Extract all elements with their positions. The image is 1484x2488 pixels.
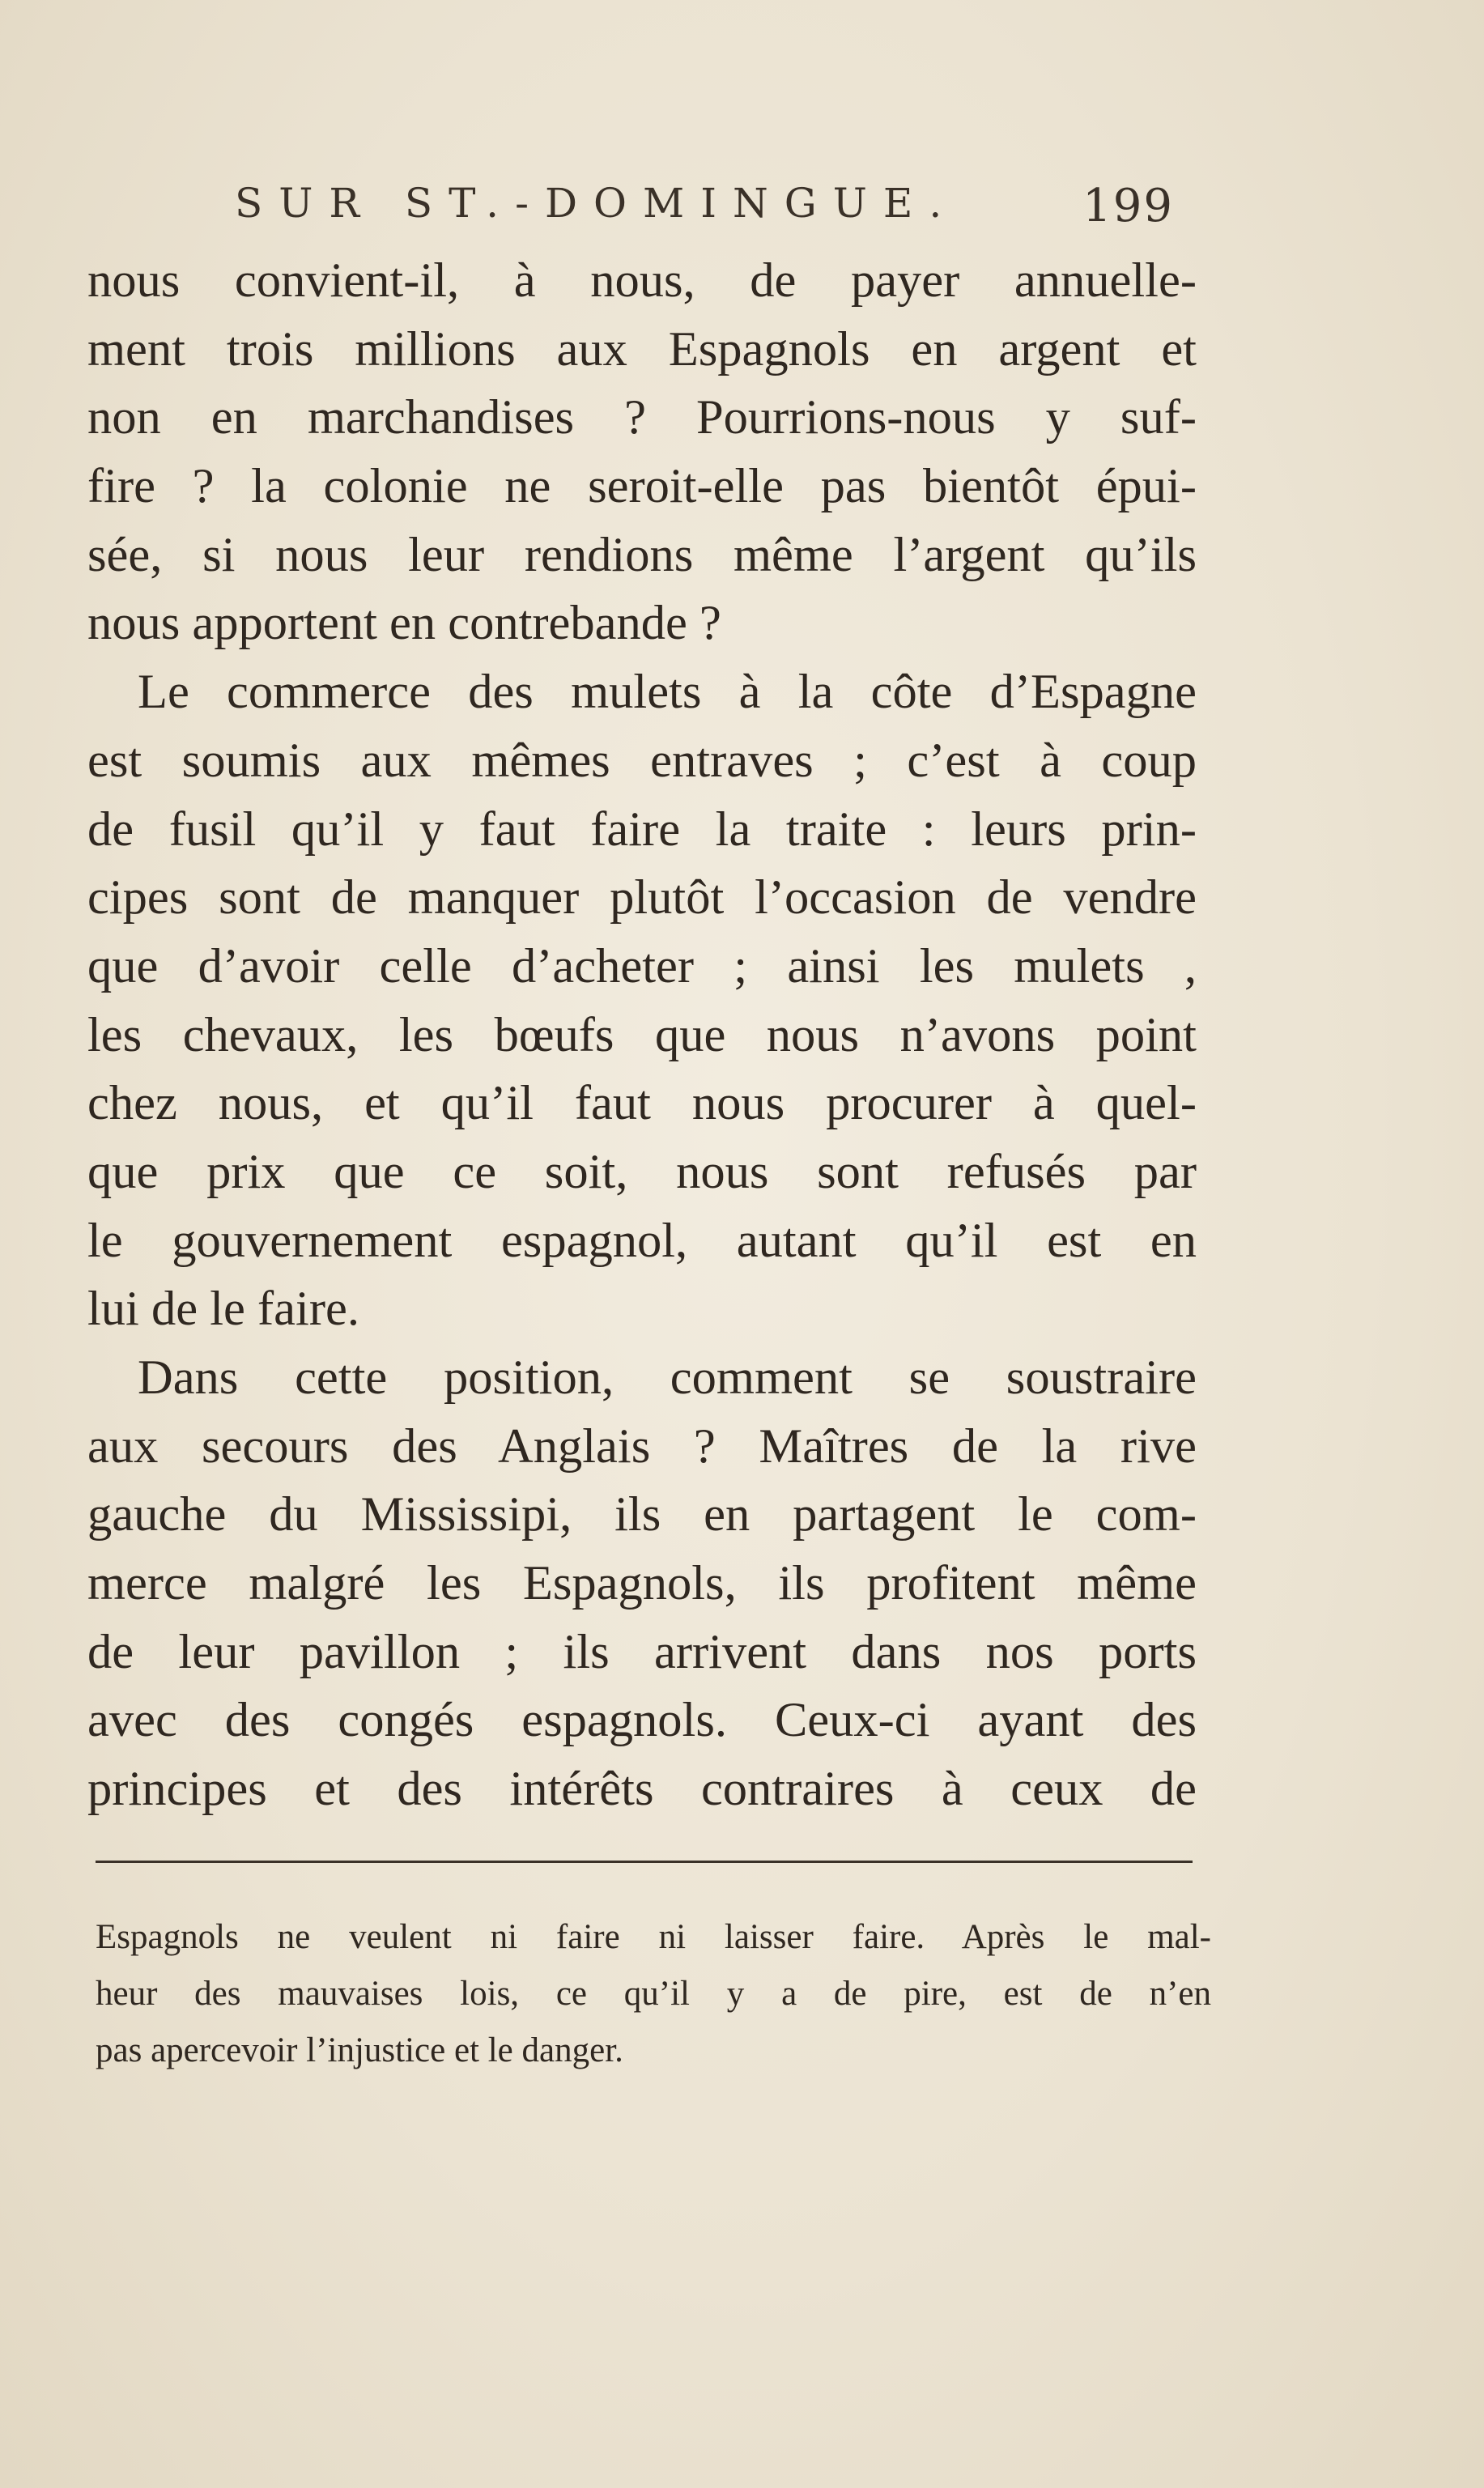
text-line: que d’avoir celle d’acheter ; ainsi les mulets , <box>87 938 1197 993</box>
body-text <box>87 247 1197 1824</box>
text-line: aux secours des Anglais ? Maîtres de la rive <box>87 1418 1197 1474</box>
footnote-line: Espagnols ne veulent ni faire ni laisser faire. Après le mal- <box>96 1918 1211 1956</box>
text-line: avec des congés espagnols. Ceux-ci ayant des <box>87 1693 1197 1748</box>
running-head: SUR ST.-DOMINGUE. <box>235 180 959 227</box>
text-line: chez nous, et qu’il faut nous procurer à quel- <box>87 1076 1197 1131</box>
text-line: principes et des intérêts contraires à ceux de <box>87 1762 1197 1817</box>
text-line: sée, si nous leur rendions même l’argent qu’ils <box>87 527 1197 582</box>
text-line: de leur pavillon ; ils arrivent dans nos ports <box>87 1624 1197 1679</box>
text-line: gauche du Mississipi, ils en partagent le com- <box>87 1487 1197 1542</box>
text-line: lui de le faire. <box>87 1282 359 1337</box>
text-line: le gouvernement espagnol, autant qu’il est en <box>87 1213 1197 1268</box>
text-line: est soumis aux mêmes entraves ; c’est à coup <box>87 733 1197 788</box>
footnote <box>96 1909 1211 2079</box>
text-line: cipes sont de manquer plutôt l’occasion de vendre <box>87 870 1197 925</box>
text-line: nous apportent en contrebande ? <box>87 596 721 651</box>
text-line: non en marchandises ? Pourrions-nous y suf- <box>87 390 1197 445</box>
text-line: ment trois millions aux Espagnols en argent et <box>87 321 1197 376</box>
text-line: de fusil qu’il y faut faire la traite : leurs prin- <box>87 802 1197 857</box>
text-line: que prix que ce soit, nous sont refusés par <box>87 1144 1197 1199</box>
text-line: les chevaux, les bœufs que nous n’avons point <box>87 1007 1197 1062</box>
text-line: merce malgré les Espagnols, ils profitent même <box>87 1556 1197 1611</box>
footnote-line: heur des mauvaises lois, ce qu’il y a de pire, est de n’en <box>96 1975 1211 2013</box>
page-header <box>235 180 1174 245</box>
paragraph-start-line: Dans cette position, comment se soustraire <box>138 1350 1197 1405</box>
footnote-rule <box>96 1861 1193 1863</box>
paragraph-start-line: Le commerce des mulets à la côte d’Espagne <box>138 665 1197 720</box>
text-line: nous convient-il, à nous, de payer annuelle- <box>87 253 1197 308</box>
page-number: 199 <box>1082 180 1174 232</box>
footnote-line: pas apercevoir l’injustice et le danger. <box>96 2031 623 2069</box>
text-line: fire ? la colonie ne seroit-elle pas bientôt épui- <box>87 459 1197 514</box>
